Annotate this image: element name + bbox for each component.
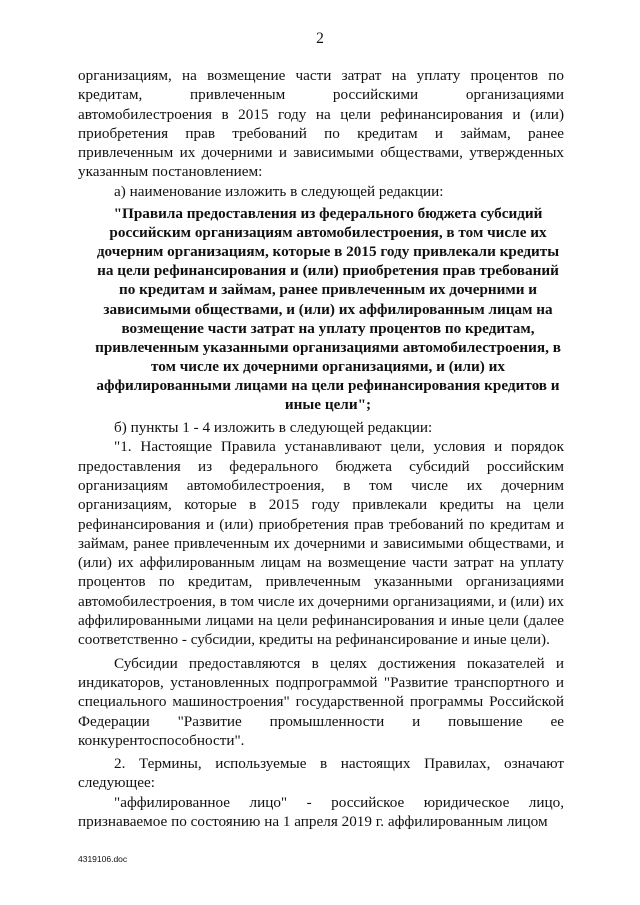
paragraph-intro: организациям, на возмещение части затрат на уплату процентов по кредитам, привлеченным российскими организациями автомобилестроения в 2015 году на цели рефинансирования и (или) приобретения прав требований по кредитам и займам, ранее привлеченным их дочерними и зависимыми обществами, утвержденных указанным постановлением:	[78, 67, 564, 181]
paragraph-item-b: б) пункты 1 - 4 изложить в следующей редакции:	[114, 419, 433, 437]
document-body	[78, 66, 564, 831]
paragraph-clause-2: 2. Термины, используемые в настоящих Правилах, означают следующее:	[78, 755, 564, 792]
paragraph-subsidies: Субсидии предоставляются в целях достижения показателей и индикаторов, установленных подпрограммой "Развитие транспортного и специального машиностроения" государственной программы Российской Федерации "Развитие промышленности и повышение ее конкурентоспособности".	[78, 654, 564, 749]
paragraph-clause-1: "1. Настоящие Правила устанавливают цели, условия и порядок предоставления из федерального бюджета субсидий российским организациям автомобилестроения, в том числе их дочерним организациям, которые в 2015 году привлекали кредиты на цели рефинансирования и (или) приобретения прав требований по кредитам и займам, ранее привлеченным их дочерними и зависимыми обществами, и (или) их аффилированным лицам на возмещение части затрат на уплату процентов по кредитам, привлеченным указанными организациями автомобилестроения, в том числе их дочерними организациями, и (или) их аффилированными лицами на цели рефинансирования и иные цели (далее соответственно - субсидии, кредиты на рефинансирование и иные цели).	[78, 438, 564, 649]
paragraph-item-a: а) наименование изложить в следующей редакции:	[114, 182, 444, 200]
footer-filename: 4319106.doc	[78, 854, 128, 864]
paragraph-rules-title: "Правила предоставления из федерального бюджета субсидий российским организациям автомобилестроения, в том числе их дочерним организациям, которые в 2015 году привлекали кредиты на цели рефинансирования и (или) приобретения прав требований по кредитам и займам, ранее привлеченным их дочерними и зависимыми обществами, и (или) их аффилированным лицам на возмещение части затрат на уплату процентов по кредитам, привлеченным указанными организациями автомобилестроения, в том числе их дочерними организациями, и (или) их аффилированными лицами на цели рефинансирования кредитов и иные цели";	[95, 205, 561, 414]
page-number: 2	[316, 30, 324, 47]
paragraph-affiliated-definition: "аффилированное лицо" - российское юридическое лицо, признаваемое по состоянию на 1 апреля 2019 г. аффилированным лицом	[78, 793, 564, 831]
